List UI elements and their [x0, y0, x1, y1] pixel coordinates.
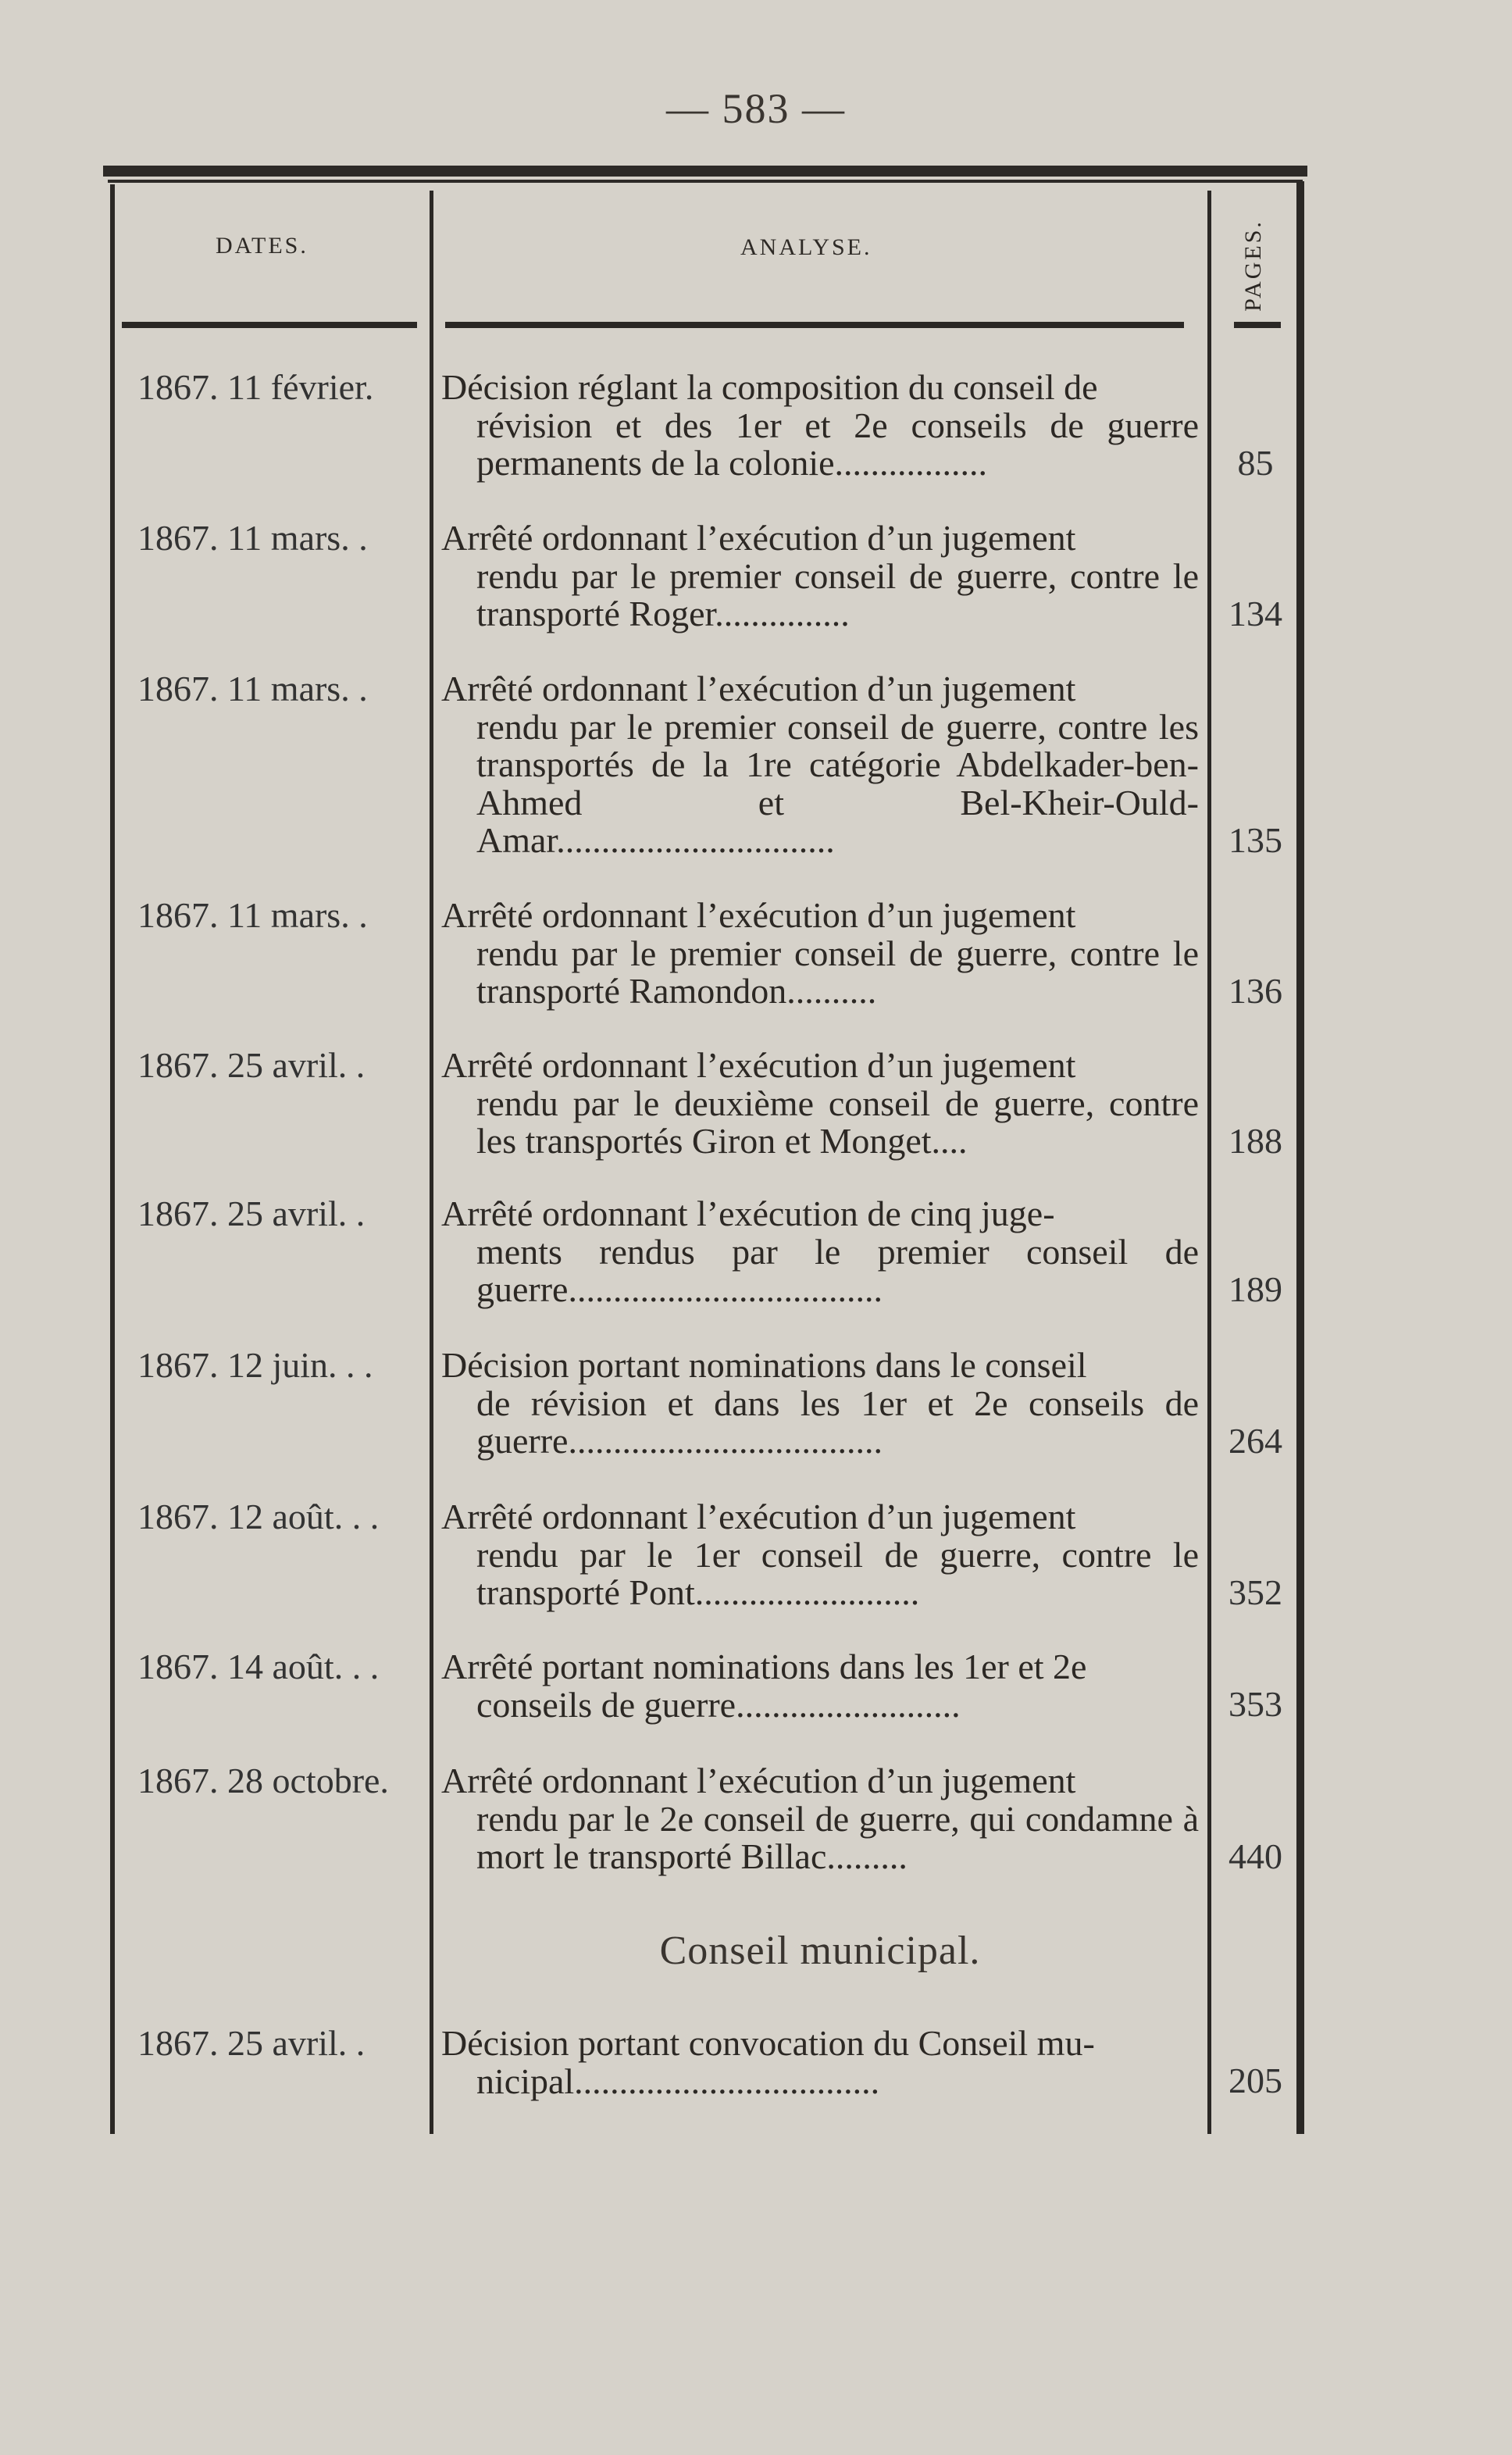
table-right-border: [1296, 181, 1304, 2134]
header-rule-analyse: [445, 322, 1184, 328]
header-rule-pages: [1234, 322, 1281, 328]
header-pages-label: PAGES.: [1240, 219, 1266, 312]
entry-date: 1867. 25 avril. .: [137, 1045, 366, 1085]
column-divider-dates: [430, 191, 433, 2134]
entry-date: 1867. 12 août. . .: [137, 1497, 380, 1536]
table-left-border: [110, 184, 115, 2134]
entry-analysis-first-line: Arrêté ordonnant l’exécution d’un jugement: [441, 1761, 1076, 1800]
entry-analysis: [441, 1195, 1199, 1309]
entry-date: 1867. 11 mars. .: [137, 895, 368, 935]
entry-analysis-first-line: Arrêté ordonnant l’exécution d’un jugement: [441, 669, 1076, 708]
entry-analysis-rest: de révision et dans les 1er et 2e conseils de guerre...................................: [476, 1383, 1199, 1461]
entry-analysis-first-line: Décision portant convocation du Conseil mu-: [441, 2023, 1095, 2063]
entry-analysis-rest: révision et des 1er et 2e conseils de guerre permanents de la colonie.................: [476, 405, 1199, 483]
entry-date: 1867. 14 août. . .: [137, 1647, 380, 1686]
column-divider-pages: [1207, 191, 1211, 2134]
entry-analysis-rest: rendu par le premier conseil de guerre, contre les transportés de la 1re catégorie Abdelkader-ben-Ahmed et Bel-Kheir-Ould-Amar...............................: [476, 706, 1199, 860]
entry-analysis: [441, 2025, 1199, 2100]
table-top-rule-thin: [108, 180, 1303, 183]
entry-date: 1867. 11 février.: [137, 367, 374, 407]
entry-date: 1867. 25 avril. .: [137, 2023, 366, 2063]
entry-analysis: [441, 369, 1199, 483]
entry-analysis-rest: rendu par le 1er conseil de guerre, contre le transporté Pont.........................: [476, 1534, 1199, 1612]
entry-page: 440: [1228, 1836, 1282, 1876]
entry-analysis-first-line: Arrêté ordonnant l’exécution d’un jugement: [441, 1045, 1076, 1085]
entry-analysis-first-line: Arrêté ordonnant l’exécution d’un jugement: [441, 895, 1076, 935]
entry-date: 1867. 12 juin. . .: [137, 1345, 373, 1385]
entry-analysis-first-line: Arrêté ordonnant l’exécution de cinq juge-: [441, 1194, 1055, 1233]
entry-analysis-first-line: Décision portant nominations dans le conseil: [441, 1345, 1087, 1385]
entry-analysis-rest: ments rendus par le premier conseil de guerre...................................: [476, 1231, 1199, 1309]
entry-analysis-first-line: Arrêté portant nominations dans les 1er et 2e: [441, 1647, 1087, 1686]
entry-page: 264: [1228, 1421, 1282, 1461]
entry-analysis-rest: nicipal..................................: [476, 2061, 880, 2101]
entry-analysis-first-line: Décision réglant la composition du conseil de: [441, 367, 1098, 407]
entry-date: 1867. 25 avril. .: [137, 1194, 366, 1233]
entry-page: 136: [1228, 971, 1282, 1011]
entry-page: 135: [1228, 820, 1282, 860]
entry-analysis: [441, 519, 1199, 633]
table-top-rule: [103, 166, 1307, 177]
entry-analysis: [441, 1762, 1199, 1876]
entry-page: 352: [1228, 1572, 1282, 1612]
entry-analysis-first-line: Arrêté ordonnant l’exécution d’un jugement: [441, 1497, 1076, 1536]
entry-analysis: [441, 897, 1199, 1011]
entry-analysis-rest: rendu par le 2e conseil de guerre, qui condamne à mort le transporté Billac.........: [476, 1798, 1199, 1876]
entry-page: 353: [1228, 1684, 1282, 1724]
entry-analysis: [441, 1047, 1199, 1161]
entry-analysis: [441, 1498, 1199, 1612]
entry-date: 1867. 11 mars. .: [137, 518, 368, 558]
entry-analysis-rest: rendu par le premier conseil de guerre, contre le transporté Roger...............: [476, 555, 1199, 633]
entry-analysis: [441, 1347, 1199, 1461]
section-title: Conseil municipal.: [659, 1929, 981, 1973]
header-pages: [1230, 215, 1277, 316]
entry-analysis-rest: rendu par le premier conseil de guerre, contre le transporté Ramondon..........: [476, 933, 1199, 1011]
page-number: — 583 —: [666, 85, 846, 132]
entry-page: 188: [1228, 1121, 1282, 1161]
header-dates: DATES.: [216, 233, 308, 259]
entry-analysis: [441, 1648, 1199, 1724]
entry-analysis: [441, 670, 1199, 860]
entry-page: 205: [1228, 2061, 1282, 2100]
entry-analysis-first-line: Arrêté ordonnant l’exécution d’un jugement: [441, 518, 1076, 558]
entry-date: 1867. 28 octobre.: [137, 1761, 389, 1800]
entry-date: 1867. 11 mars. .: [137, 669, 368, 708]
entry-analysis-rest: conseils de guerre.........................: [476, 1684, 961, 1725]
entry-page: 85: [1237, 443, 1274, 483]
entry-analysis-rest: rendu par le deuxième conseil de guerre, contre les transportés Giron et Monget....: [476, 1083, 1199, 1161]
entry-page: 189: [1228, 1269, 1282, 1309]
entry-page: 134: [1228, 594, 1282, 633]
header-analyse: ANALYSE.: [740, 234, 872, 260]
header-rule-dates: [122, 322, 417, 328]
